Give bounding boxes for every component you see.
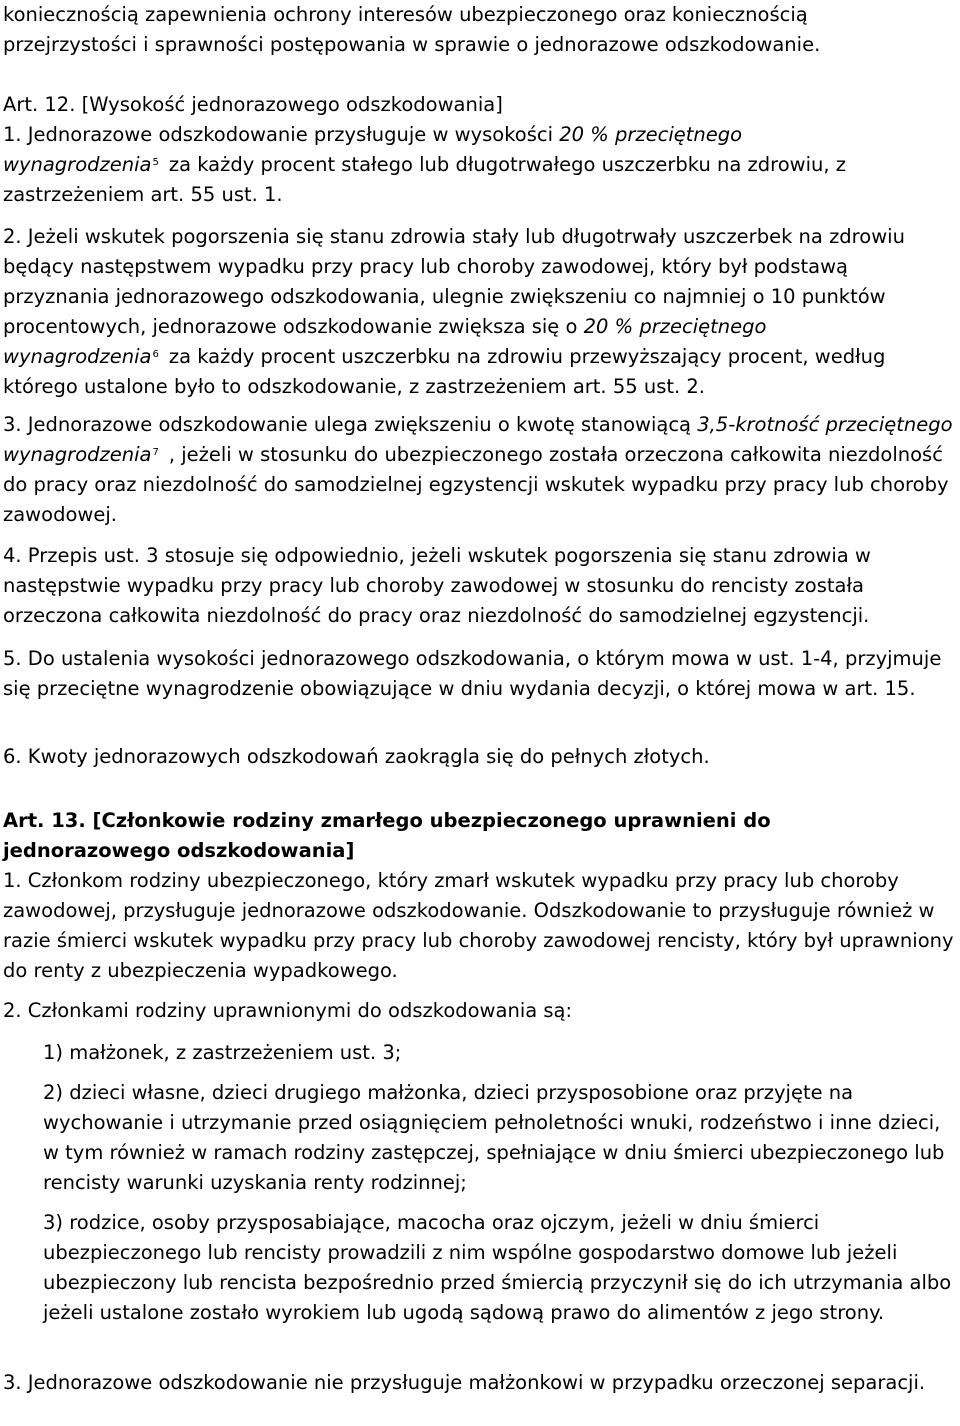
- art13-paragraph-3: 3. Jednorazowe odszkodowanie nie przysługuje małżonkowi w przypadku orzeczonej separacji.: [3, 1371, 926, 1394]
- footnote-ref-7: 7: [152, 447, 159, 458]
- art13-heading-line-1: Art. 13. [Członkowie rodziny zmarłego ubezpieczonego uprawnieni do: [3, 809, 771, 832]
- art12-p2-italic: 20 % przeciętnego wynagrodzenia: [3, 315, 767, 368]
- art12-p2-text-2: za każdy procent uszczerbku na zdrowiu przewyższający procent, według którego ustalone było to odszkodowanie, z zastrzeżeniem art. 55 ust. 2.: [3, 345, 886, 398]
- art12-p1-text-2: za każdy procent stałego lub długotrwałego uszczerbku na zdrowiu, z: [168, 153, 846, 176]
- art12-p3-text-2: , jeżeli w stosunku do ubezpieczonego została orzeczona całkowita niezdolność do pracy oraz niezdolność do samodzielnej egzystencji wskutek wypadku przy pracy lub choroby zawodowej.: [3, 443, 949, 526]
- art12-p3-text: 3. Jednorazowe odszkodowanie ulega zwiększeniu o kwotę stanowiącą: [3, 413, 698, 436]
- art12-p1-italic-wage: wynagrodzenia: [3, 153, 152, 176]
- intro-line-2: przejrzystości i sprawności postępowania w sprawie o jednorazowe odszkodowanie.: [3, 33, 821, 56]
- art12-paragraph-1: [3, 120, 958, 210]
- art12-p2-text: 2. Jeżeli wskutek pogorszenia się stanu zdrowia stały lub długotrwały uszczerbek na zdrowiu będący następstwem wypadku przy pracy lub choroby zawodowej, który był podstawą przyznania jednorazowego odszkodowania, ulegnie zwiększeniu co najmniej o 10 punktów procentowych, jednorazowe odszkodowanie zwiększa się o: [3, 225, 905, 338]
- list-item: 3) rodzice, osoby przysposabiające, macocha oraz ojczym, jeżeli w dniu śmierci ubezpieczonego lub rencisty prowadzili z nim wspólne gospodarstwo domowe lub jeżeli ubezpieczony lub rencista bezpośrednio przed śmiercią przyczynił się do ich utrzymania albo jeżeli ustalone zostało wyrokiem lub ugodą sądową prawo do alimentów z jego strony.: [43, 1211, 952, 1324]
- art13-paragraph-2: 2. Członkami rodziny uprawnionymi do odszkodowania są:: [3, 999, 573, 1022]
- art12-paragraph-3: [3, 410, 958, 530]
- list-item: 2) dzieci własne, dzieci drugiego małżonka, dzieci przysposobione oraz przyjęte na wychowanie i utrzymanie przed osiągnięciem pełnoletności wnuki, rodzeństwo i inne dzieci, w tym również w ramach rodziny zastępczej, spełniające w dniu śmierci ubezpieczonego lub rencisty warunki uzyskania renty rodzinnej;: [43, 1081, 945, 1194]
- art13-heading-line-2: jednorazowego odszkodowania]: [3, 839, 355, 862]
- art12-p1-text: 1. Jednorazowe odszkodowanie przysługuje w wysokości: [3, 123, 560, 146]
- art12-paragraph-2: [3, 222, 958, 402]
- art12-p1-text-3: zastrzeżeniem art. 55 ust. 1.: [3, 183, 283, 206]
- art12-paragraph-6: 6. Kwoty jednorazowych odszkodowań zaokrągla się do pełnych złotych.: [3, 745, 710, 768]
- art12-p1-italic-amount: 20 % przeciętnego: [559, 123, 743, 146]
- art12-paragraph-4: 4. Przepis ust. 3 stosuje się odpowiednio, jeżeli wskutek pogorszenia się stanu zdrowia w następstwie wypadku przy pracy lub choroby zawodowej w stosunku do rencisty została orzeczona całkowita niezdolność do pracy oraz niezdolność do samodzielnej egzystencji.: [3, 544, 871, 627]
- art12-heading: Art. 12. [Wysokość jednorazowego odszkodowania]: [3, 93, 503, 116]
- art12-paragraph-5: 5. Do ustalenia wysokości jednorazowego odszkodowania, o którym mowa w ust. 1-4, przyjmuje się przeciętne wynagrodzenie obowiązujące w dniu wydania decyzji, o której mowa w art. 15.: [3, 647, 942, 700]
- art13-heading: [3, 806, 958, 866]
- footnote-ref-6: 6: [152, 349, 159, 360]
- intro-paragraph: [3, 0, 958, 60]
- intro-line-1: koniecznością zapewnienia ochrony interesów ubezpieczonego oraz koniecznością: [3, 3, 808, 26]
- footnote-ref-5: 5: [152, 157, 159, 168]
- list-item: 1) małżonek, z zastrzeżeniem ust. 3;: [43, 1041, 402, 1064]
- art13-paragraph-1: 1. Członkom rodziny ubezpieczonego, który zmarł wskutek wypadku przy pracy lub choroby zawodowej, przysługuje jednorazowe odszkodowanie. Odszkodowanie to przysługuje również w razie śmierci wskutek wypadku przy pracy lub choroby zawodowej rencisty, który był uprawniony do renty z ubezpieczenia wypadkowego.: [3, 869, 954, 982]
- art12-p3-italic: 3,5-krotność przeciętnego wynagrodzenia: [3, 413, 953, 466]
